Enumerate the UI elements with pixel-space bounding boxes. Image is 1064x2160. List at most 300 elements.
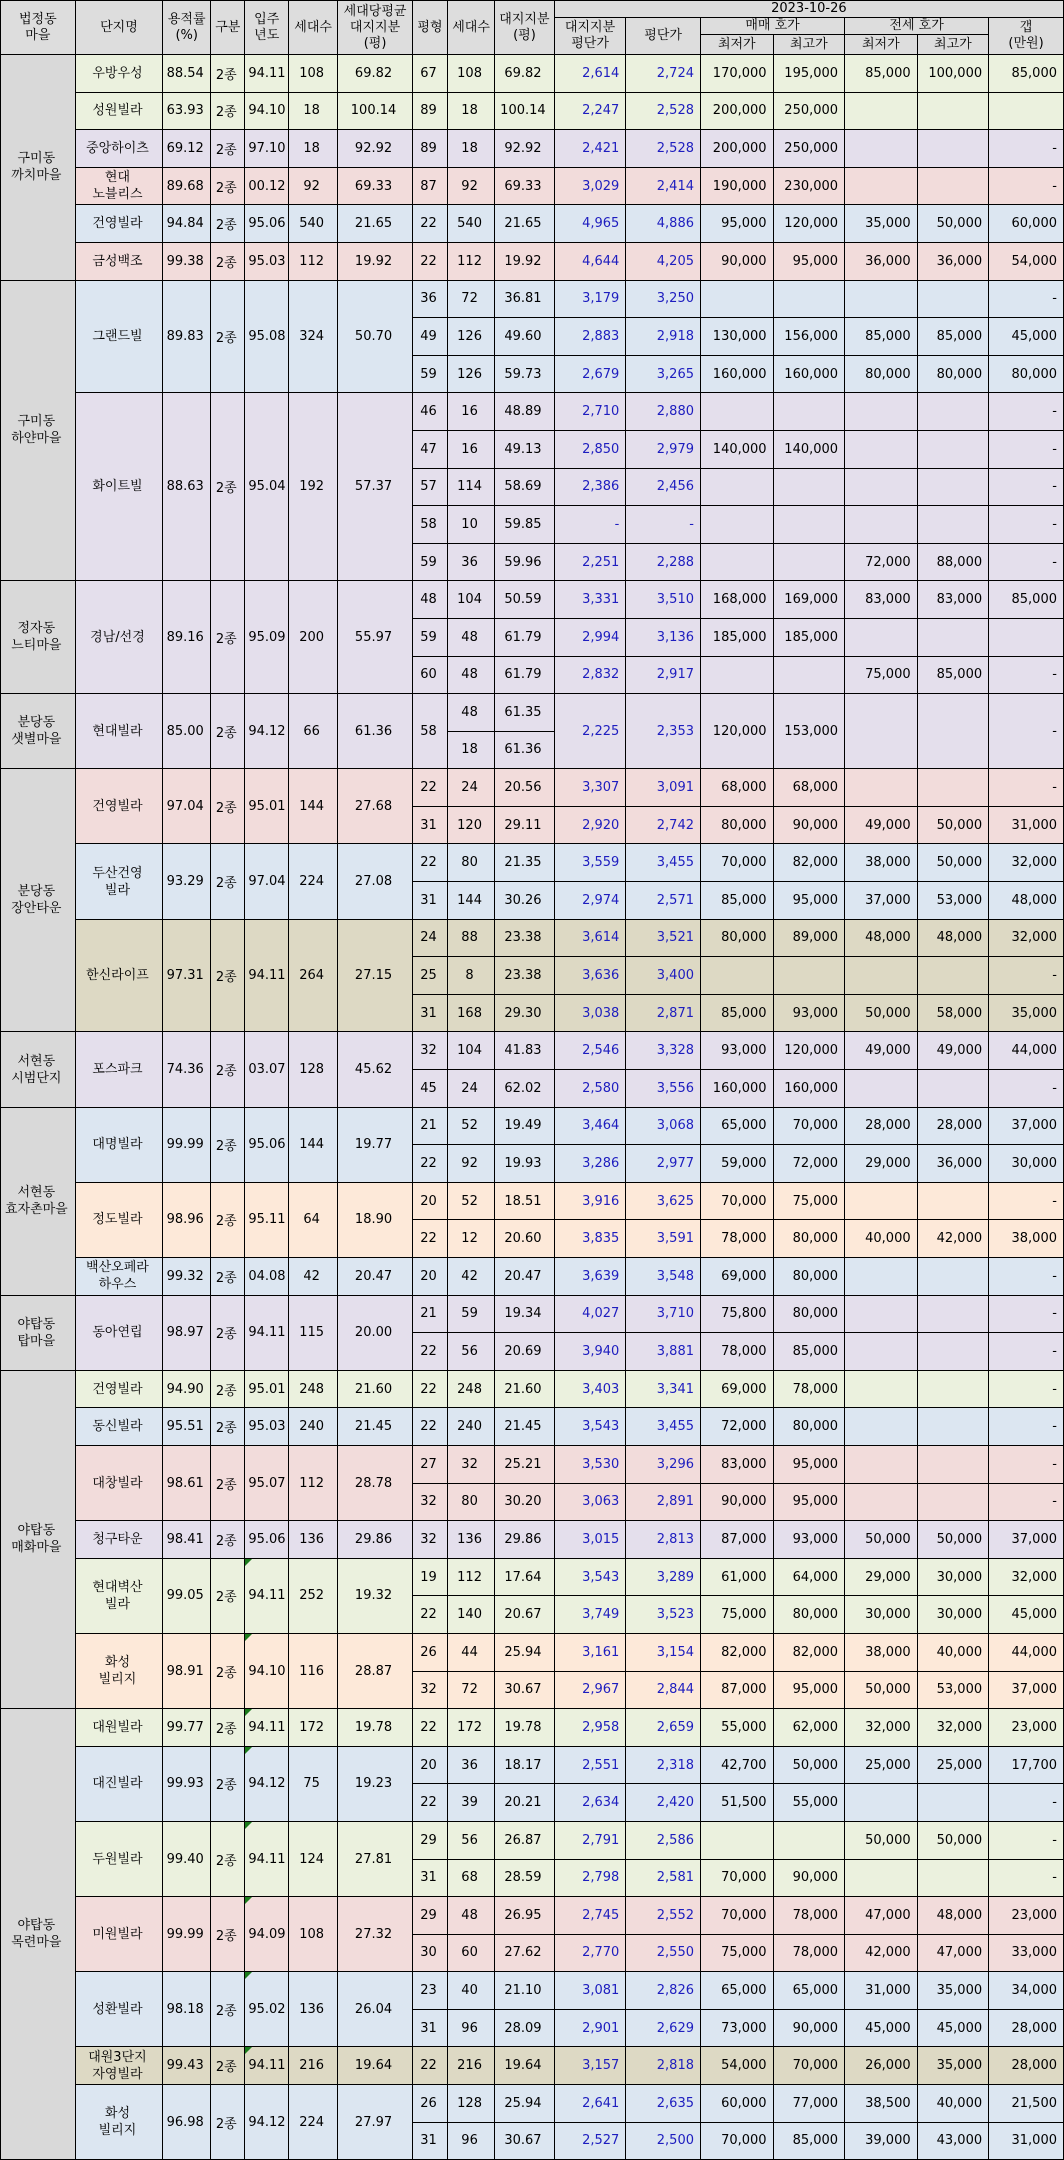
- jeonse-max-value: 50,000: [917, 844, 989, 882]
- sale-min-value: 93,000: [701, 1032, 774, 1070]
- type-units-value: 540: [448, 205, 495, 243]
- table-row: [1, 1897, 1064, 1935]
- gap-value: 85,000: [989, 55, 1064, 93]
- sale-max-value: 70,000: [773, 2047, 845, 2085]
- ppp-value: 2,977: [626, 1145, 701, 1183]
- year-value: 95.06: [245, 1107, 289, 1182]
- gap-value: 38,000: [989, 1220, 1064, 1258]
- sale-max-value: 156,000: [773, 318, 845, 356]
- year-value: 94.11: [245, 1295, 289, 1370]
- col-avg-land: 세대당평균 대지지분 (평): [338, 1, 413, 55]
- land-ppp-value: 2,798: [554, 1859, 626, 1897]
- year-value: 95.06: [245, 205, 289, 243]
- sale-max-value: 62,000: [773, 1709, 845, 1747]
- type-units-value: 36: [448, 543, 495, 581]
- jeonse-min-value: 50,000: [845, 1521, 918, 1559]
- gap-value: 37,000: [989, 1671, 1064, 1709]
- table-row: [1, 92, 1064, 130]
- pyeong-value: 22: [412, 1333, 447, 1371]
- far-value: 89.83: [163, 280, 211, 393]
- sale-min-value: 140,000: [701, 430, 774, 468]
- sale-max-value: 77,000: [773, 2085, 845, 2123]
- jeonse-max-value: 35,000: [917, 1972, 989, 2010]
- gap-value: 30,000: [989, 1145, 1064, 1183]
- gap-value: -: [989, 506, 1064, 544]
- pyeong-value: 29: [412, 1821, 447, 1859]
- type-units-value: 140: [448, 1596, 495, 1634]
- jeonse-min-value: [845, 92, 918, 130]
- type-land-value: 30.26: [495, 882, 555, 920]
- complex-name: 금성백조: [75, 242, 163, 280]
- sale-max-value: [773, 468, 845, 506]
- year-value: 94.11: [245, 2047, 289, 2085]
- ppp-value: 3,289: [626, 1558, 701, 1596]
- type-units-value: 96: [448, 2122, 495, 2160]
- type-land-value: 69.82: [495, 55, 555, 93]
- zone-value: 2종: [211, 919, 245, 1032]
- jeonse-min-value: 50,000: [845, 1821, 918, 1859]
- jeonse-max-value: 47,000: [917, 1934, 989, 1972]
- type-units-value: 12: [448, 1220, 495, 1258]
- type-units-value: 168: [448, 994, 495, 1032]
- gap-value: -: [989, 1408, 1064, 1446]
- pyeong-value: 57: [412, 468, 447, 506]
- table-row: [1, 242, 1064, 280]
- col-district: 법정동 마을: [1, 1, 76, 55]
- type-land-value: 23.38: [495, 919, 555, 957]
- type-units-value: 16: [448, 393, 495, 431]
- type-land-value: 49.13: [495, 430, 555, 468]
- year-value: 95.02: [245, 1972, 289, 2047]
- ppp-value: 3,068: [626, 1107, 701, 1145]
- pyeong-value: 22: [412, 1596, 447, 1634]
- far-value: 94.90: [163, 1370, 211, 1408]
- land-ppp-value: 4,965: [554, 205, 626, 243]
- ppp-value: 2,635: [626, 2085, 701, 2123]
- gap-value: -: [989, 1070, 1064, 1108]
- sale-max-value: 230,000: [773, 167, 845, 205]
- ppp-value: 3,548: [626, 1258, 701, 1296]
- sale-max-value: 72,000: [773, 1145, 845, 1183]
- type-units-value: 8: [448, 957, 495, 995]
- type-units-value: 59: [448, 1295, 495, 1333]
- col-type-units: 세대수: [448, 1, 495, 55]
- complex-name: 화성 빌리지: [75, 2085, 163, 2160]
- table-row: [1, 919, 1064, 957]
- type-units-value: 39: [448, 1784, 495, 1822]
- pyeong-value: 59: [412, 618, 447, 656]
- col-complex: 단지명: [75, 1, 163, 55]
- land-ppp-value: 2,421: [554, 130, 626, 168]
- gap-value: 44,000: [989, 1032, 1064, 1070]
- type-land-value: 20.47: [495, 1258, 555, 1296]
- zone-value: 2종: [211, 92, 245, 130]
- table-row: [1, 55, 1064, 93]
- sale-min-value: [701, 957, 774, 995]
- pyeong-value: 20: [412, 1182, 447, 1220]
- sale-min-value: 85,000: [701, 882, 774, 920]
- gap-value: 44,000: [989, 1633, 1064, 1671]
- land-ppp-value: 2,641: [554, 2085, 626, 2123]
- year-value: 95.01: [245, 1370, 289, 1408]
- type-land-value: 59.85: [495, 506, 555, 544]
- type-land-value: 29.11: [495, 806, 555, 844]
- col-year: 입주 년도: [245, 1, 289, 55]
- avg-land-value: 69.33: [338, 167, 413, 205]
- zone-value: 2종: [211, 55, 245, 93]
- ppp-value: 2,629: [626, 2009, 701, 2047]
- sale-max-value: 85,000: [773, 1333, 845, 1371]
- year-value: 94.12: [245, 694, 289, 769]
- jeonse-max-value: [917, 130, 989, 168]
- far-value: 99.77: [163, 1709, 211, 1747]
- avg-land-value: 19.32: [338, 1558, 413, 1633]
- land-ppp-value: 3,157: [554, 2047, 626, 2085]
- ppp-value: 4,205: [626, 242, 701, 280]
- type-land-value: 25.21: [495, 1445, 555, 1483]
- ppp-value: 3,091: [626, 769, 701, 807]
- jeonse-min-value: [845, 1859, 918, 1897]
- ppp-value: 2,456: [626, 468, 701, 506]
- gap-value: 35,000: [989, 994, 1064, 1032]
- sale-min-value: 190,000: [701, 167, 774, 205]
- sale-min-value: 70,000: [701, 844, 774, 882]
- far-value: 74.36: [163, 1032, 211, 1107]
- type-land-value: 59.96: [495, 543, 555, 581]
- far-value: 89.68: [163, 167, 211, 205]
- pyeong-value: 22: [412, 205, 447, 243]
- land-ppp-value: 2,791: [554, 1821, 626, 1859]
- jeonse-max-value: 30,000: [917, 1596, 989, 1634]
- table-row: [1, 1445, 1064, 1483]
- zone-value: 2종: [211, 1107, 245, 1182]
- sale-min-value: 54,000: [701, 2047, 774, 2085]
- land-ppp-value: 4,027: [554, 1295, 626, 1333]
- type-units-value: 42: [448, 1258, 495, 1296]
- type-units-value: 108: [448, 55, 495, 93]
- land-ppp-value: 3,636: [554, 957, 626, 995]
- table-row: [1, 393, 1064, 431]
- gap-value: -: [989, 468, 1064, 506]
- avg-land-value: 19.23: [338, 1746, 413, 1821]
- jeonse-max-value: 88,000: [917, 543, 989, 581]
- ppp-value: 4,886: [626, 205, 701, 243]
- gap-value: -: [989, 543, 1064, 581]
- avg-land-value: 28.87: [338, 1633, 413, 1708]
- ppp-value: 2,581: [626, 1859, 701, 1897]
- type-land-value: 50.59: [495, 581, 555, 619]
- table-row: [1, 1032, 1064, 1070]
- ppp-value: 2,500: [626, 2122, 701, 2160]
- avg-land-value: 19.64: [338, 2047, 413, 2085]
- gap-value: -: [989, 130, 1064, 168]
- land-ppp-value: 3,038: [554, 994, 626, 1032]
- sale-min-value: [701, 393, 774, 431]
- type-units-value: 216: [448, 2047, 495, 2085]
- land-ppp-value: 3,749: [554, 1596, 626, 1634]
- sale-min-value: 69,000: [701, 1258, 774, 1296]
- sale-min-value: 70,000: [701, 2122, 774, 2160]
- type-units-value: 48: [448, 694, 495, 732]
- type-land-value: 41.83: [495, 1032, 555, 1070]
- table-row: [1, 1182, 1064, 1220]
- gap-value: 17,700: [989, 1746, 1064, 1784]
- jeonse-max-value: 50,000: [917, 205, 989, 243]
- units-value: 92: [289, 167, 338, 205]
- table-row: [1, 2047, 1064, 2085]
- land-ppp-value: 3,331: [554, 581, 626, 619]
- land-ppp-value: 3,530: [554, 1445, 626, 1483]
- year-value: 94.12: [245, 2085, 289, 2160]
- type-land-value: 30.20: [495, 1483, 555, 1521]
- table-row: [1, 1370, 1064, 1408]
- jeonse-min-value: [845, 280, 918, 318]
- land-ppp-value: 3,543: [554, 1558, 626, 1596]
- units-value: 224: [289, 844, 338, 919]
- sale-max-value: 93,000: [773, 1521, 845, 1559]
- avg-land-value: 21.65: [338, 205, 413, 243]
- jeonse-max-value: 43,000: [917, 2122, 989, 2160]
- type-land-value: 28.09: [495, 2009, 555, 2047]
- land-ppp-value: 3,063: [554, 1483, 626, 1521]
- type-units-value: 104: [448, 581, 495, 619]
- complex-name: 현대벽산 빌라: [75, 1558, 163, 1633]
- sale-max-value: 93,000: [773, 994, 845, 1032]
- type-land-value: 21.60: [495, 1370, 555, 1408]
- pyeong-value: 36: [412, 280, 447, 318]
- sale-min-value: [701, 1821, 774, 1859]
- avg-land-value: 18.90: [338, 1182, 413, 1257]
- units-value: 115: [289, 1295, 338, 1370]
- type-units-value: 44: [448, 1633, 495, 1671]
- type-land-value: 25.94: [495, 2085, 555, 2123]
- sale-min-value: 69,000: [701, 1370, 774, 1408]
- type-land-value: 100.14: [495, 92, 555, 130]
- land-ppp-value: 2,832: [554, 656, 626, 694]
- gap-value: -: [989, 167, 1064, 205]
- jeonse-max-value: 48,000: [917, 1897, 989, 1935]
- jeonse-min-value: [845, 430, 918, 468]
- jeonse-max-value: [917, 468, 989, 506]
- pyeong-value: 32: [412, 1671, 447, 1709]
- pyeong-value: 21: [412, 1295, 447, 1333]
- table-row: [1, 205, 1064, 243]
- land-ppp-value: 2,850: [554, 430, 626, 468]
- jeonse-min-value: [845, 167, 918, 205]
- ppp-value: 3,556: [626, 1070, 701, 1108]
- gap-value: 21,500: [989, 2085, 1064, 2123]
- table-row: [1, 280, 1064, 318]
- pyeong-value: 29: [412, 1897, 447, 1935]
- jeonse-max-value: 53,000: [917, 882, 989, 920]
- sale-min-value: 80,000: [701, 919, 774, 957]
- far-value: 98.18: [163, 1972, 211, 2047]
- ppp-value: 2,353: [626, 694, 701, 769]
- type-units-value: 80: [448, 844, 495, 882]
- jeonse-max-value: 30,000: [917, 1558, 989, 1596]
- table-row: [1, 1258, 1064, 1296]
- sale-max-value: 50,000: [773, 1746, 845, 1784]
- jeonse-max-value: 80,000: [917, 355, 989, 393]
- jeonse-max-value: [917, 1070, 989, 1108]
- far-value: 99.99: [163, 1897, 211, 1972]
- jeonse-min-value: [845, 1370, 918, 1408]
- type-units-value: 88: [448, 919, 495, 957]
- complex-name: 성원빌라: [75, 92, 163, 130]
- zone-value: 2종: [211, 1558, 245, 1633]
- type-land-value: 21.35: [495, 844, 555, 882]
- gap-value: 32,000: [989, 1558, 1064, 1596]
- land-ppp-value: 3,015: [554, 1521, 626, 1559]
- col-pyeong: 평형: [412, 1, 447, 55]
- type-units-value: 56: [448, 1333, 495, 1371]
- jeonse-max-value: [917, 694, 989, 769]
- far-value: 96.98: [163, 2085, 211, 2160]
- jeonse-max-value: 32,000: [917, 1709, 989, 1747]
- sale-max-value: [773, 656, 845, 694]
- type-land-value: 69.33: [495, 167, 555, 205]
- complex-name: 포스파크: [75, 1032, 163, 1107]
- jeonse-min-value: [845, 957, 918, 995]
- jeonse-max-value: [917, 1784, 989, 1822]
- complex-name: 경남/선경: [75, 581, 163, 694]
- units-value: 18: [289, 92, 338, 130]
- gap-value: [989, 618, 1064, 656]
- zone-value: 2종: [211, 1746, 245, 1821]
- type-land-value: 61.36: [495, 731, 555, 769]
- sale-min-value: 51,500: [701, 1784, 774, 1822]
- jeonse-min-value: [845, 1295, 918, 1333]
- year-value: 94.10: [245, 92, 289, 130]
- far-value: 89.16: [163, 581, 211, 694]
- land-ppp-value: 3,559: [554, 844, 626, 882]
- land-ppp-value: 3,179: [554, 280, 626, 318]
- units-value: 200: [289, 581, 338, 694]
- units-value: 66: [289, 694, 338, 769]
- gap-value: 28,000: [989, 2047, 1064, 2085]
- type-land-value: 59.73: [495, 355, 555, 393]
- sale-min-value: 90,000: [701, 1483, 774, 1521]
- sale-max-value: [773, 1821, 845, 1859]
- pyeong-value: 59: [412, 543, 447, 581]
- zone-value: 2종: [211, 1633, 245, 1708]
- col-type-land: 대지지분 (평): [495, 1, 555, 55]
- type-land-value: 26.95: [495, 1897, 555, 1935]
- sale-min-value: 60,000: [701, 2085, 774, 2123]
- gap-value: 45,000: [989, 1596, 1064, 1634]
- gap-value: -: [989, 769, 1064, 807]
- ppp-value: 2,813: [626, 1521, 701, 1559]
- type-land-value: 18.51: [495, 1182, 555, 1220]
- units-value: 42: [289, 1258, 338, 1296]
- avg-land-value: 61.36: [338, 694, 413, 769]
- sale-max-value: 85,000: [773, 2122, 845, 2160]
- jeonse-min-value: 29,000: [845, 1145, 918, 1183]
- zone-value: 2종: [211, 1445, 245, 1520]
- jeonse-min-value: 38,000: [845, 844, 918, 882]
- sale-max-value: 89,000: [773, 919, 845, 957]
- units-value: 192: [289, 393, 338, 581]
- complex-name: 건영빌라: [75, 1370, 163, 1408]
- complex-name: 그랜드빌: [75, 280, 163, 393]
- zone-value: 2종: [211, 769, 245, 844]
- table-row: [1, 2085, 1064, 2123]
- zone-value: 2종: [211, 694, 245, 769]
- far-value: 99.40: [163, 1821, 211, 1896]
- pyeong-value: 31: [412, 806, 447, 844]
- avg-land-value: 92.92: [338, 130, 413, 168]
- table-row: [1, 1558, 1064, 1596]
- gap-value: 45,000: [989, 318, 1064, 356]
- sale-min-value: 160,000: [701, 1070, 774, 1108]
- year-value: 94.11: [245, 919, 289, 1032]
- jeonse-max-value: [917, 1859, 989, 1897]
- jeonse-max-value: [917, 1445, 989, 1483]
- complex-name: 대원3단지 자영빌라: [75, 2047, 163, 2085]
- avg-land-value: 27.15: [338, 919, 413, 1032]
- type-units-value: 128: [448, 2085, 495, 2123]
- jeonse-min-value: [845, 694, 918, 769]
- ppp-value: 3,881: [626, 1333, 701, 1371]
- sale-min-value: 95,000: [701, 205, 774, 243]
- jeonse-max-value: [917, 1295, 989, 1333]
- ppp-value: 3,328: [626, 1032, 701, 1070]
- col-land-ppp: 대지지분 평단가: [554, 18, 626, 55]
- sale-max-value: 90,000: [773, 1859, 845, 1897]
- complex-name: 대진빌라: [75, 1746, 163, 1821]
- sale-max-value: [773, 543, 845, 581]
- jeonse-min-value: [845, 1445, 918, 1483]
- jeonse-max-value: [917, 1483, 989, 1521]
- sale-min-value: 75,000: [701, 1596, 774, 1634]
- gap-value: -: [989, 1258, 1064, 1296]
- type-land-value: 61.79: [495, 618, 555, 656]
- jeonse-max-value: 42,000: [917, 1220, 989, 1258]
- units-value: 108: [289, 55, 338, 93]
- complex-name: 화성 빌리지: [75, 1633, 163, 1708]
- sale-min-value: 55,000: [701, 1709, 774, 1747]
- pyeong-value: 20: [412, 1746, 447, 1784]
- col-ppp: 평단가: [626, 18, 701, 55]
- sale-min-value: 70,000: [701, 1897, 774, 1935]
- jeonse-max-value: [917, 1258, 989, 1296]
- sale-min-value: 73,000: [701, 2009, 774, 2047]
- ppp-value: 2,891: [626, 1483, 701, 1521]
- units-value: 324: [289, 280, 338, 393]
- complex-name: 중앙하이츠: [75, 130, 163, 168]
- type-land-value: 26.87: [495, 1821, 555, 1859]
- pyeong-value: 47: [412, 430, 447, 468]
- type-land-value: 19.78: [495, 1709, 555, 1747]
- gap-value: 32,000: [989, 919, 1064, 957]
- year-value: 94.11: [245, 1821, 289, 1896]
- sale-min-value: [701, 543, 774, 581]
- jeonse-max-value: 36,000: [917, 1145, 989, 1183]
- gap-value: 33,000: [989, 1934, 1064, 1972]
- year-value: 94.11: [245, 1558, 289, 1633]
- complex-name: 건영빌라: [75, 769, 163, 844]
- pyeong-value: 24: [412, 919, 447, 957]
- jeonse-min-value: [845, 130, 918, 168]
- avg-land-value: 27.32: [338, 1897, 413, 1972]
- avg-land-value: 20.47: [338, 1258, 413, 1296]
- units-value: 216: [289, 2047, 338, 2085]
- pyeong-value: 22: [412, 769, 447, 807]
- table-body: [1, 55, 1064, 2160]
- far-value: 98.61: [163, 1445, 211, 1520]
- pyeong-value: 60: [412, 656, 447, 694]
- jeonse-max-value: [917, 1408, 989, 1446]
